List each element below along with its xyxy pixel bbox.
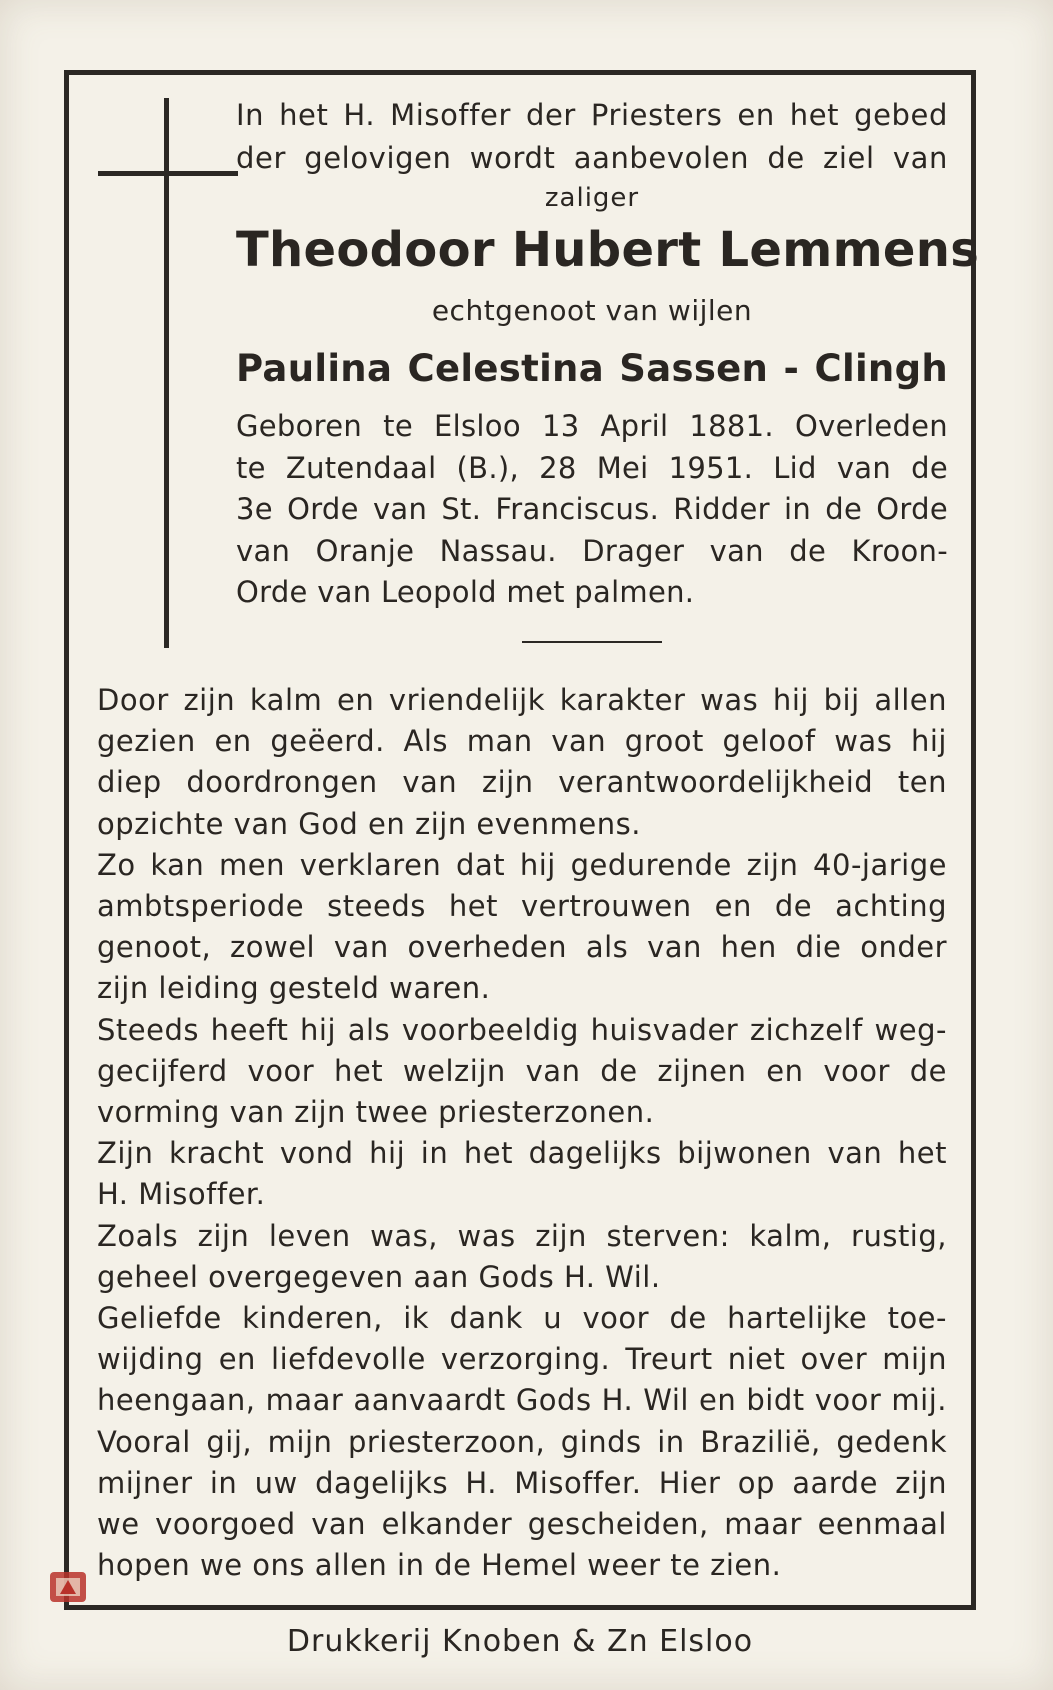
body-line: Zoals zijn leven was, was zijn sterven: kalm, rustig, [97, 1218, 947, 1253]
bio-line: Geboren te Elsloo 13 April 1881. Overleden [236, 409, 948, 443]
card-header [236, 94, 980, 614]
body-line: vorming van zijn twee priesterzonen. [97, 1095, 655, 1130]
body-line: mijner in uw dagelijks H. Misoffer. Hier op aarde zijn [97, 1465, 947, 1500]
body-text [97, 680, 947, 1586]
body-line: Steeds heeft hij als voorbeeldig huisvader zichzelf weg- [97, 1012, 947, 1047]
body-line: Zo kan men verklaren dat hij gedurende zijn 40-jarige [97, 847, 947, 882]
bio-line: van Oranje Nassau. Drager van de Kroon- [236, 533, 948, 568]
intro-line: In het H. Misoffer der Priesters en het gebed [236, 98, 948, 132]
biography [236, 406, 948, 614]
body-line: Vooral gij, mijn priesterzoon, ginds in Brazilië, gedenk [97, 1424, 947, 1459]
body-line: hopen we ons allen in de Hemel weer te zien. [97, 1548, 782, 1583]
body-line: zijn leiding gesteld waren. [97, 971, 491, 1006]
bio-line: te Zutendaal (B.), 28 Mei 1951. Lid van de [236, 450, 948, 485]
body-line: Zijn kracht vond hij in het dagelijks bijwonen van het [97, 1136, 947, 1171]
body-line: diep doordrongen van zijn verantwoordelijkheid ten [97, 765, 947, 800]
body-line: Geliefde kinderen, ik dank u voor de hartelijke toe- [97, 1301, 947, 1336]
bio-line: 3e Orde van St. Franciscus. Ridder in de Orde [236, 492, 948, 526]
intro-line: der gelovigen wordt aanbevolen de ziel van [236, 141, 948, 175]
body-line: heengaan, maar aanvaardt Gods H. Wil en bidt voor mij. [97, 1383, 947, 1418]
deceased-name: Theodoor Hubert Lemmens [236, 222, 980, 278]
body-line: opzichte van God en zijn evenmens. [97, 806, 641, 841]
body-line: gecijferd voor het welzijn van de zijnen en voor de [97, 1053, 947, 1088]
zaliger-label: zaliger [544, 183, 640, 213]
body-line: genoot, zowel van overheden als van hen die onder [97, 930, 947, 965]
body-line: H. Misoffer. [97, 1177, 266, 1212]
spouse-name: Paulina Celestina Sassen - Clingh [236, 347, 948, 390]
body-line: wijding en liefdevolle verzorging. Treurt niet over mijn [97, 1342, 947, 1377]
body-line: Door zijn kalm en vriendelijk karakter was hij bij allen [97, 683, 947, 717]
body-line: ambtsperiode steeds het vertrouwen en de achting [97, 889, 947, 924]
cross-icon-vertical [164, 98, 169, 648]
printer-credit: Drukkerij Knoben & Zn Elsloo [286, 1624, 754, 1659]
spouse-intro: echtgenoot van wijlen [431, 294, 753, 327]
separator-line [522, 641, 662, 643]
printer-logo-icon [48, 1568, 88, 1606]
body-line: gezien en geëerd. Als man van groot geloof was hij [97, 724, 947, 759]
cross-icon-horizontal [98, 171, 238, 176]
bio-line: Orde van Leopold met palmen. [236, 575, 695, 609]
body-line: we voorgoed van elkander gescheiden, maar eenmaal [97, 1507, 947, 1542]
body-line: geheel overgegeven aan Gods H. Wil. [97, 1259, 661, 1294]
